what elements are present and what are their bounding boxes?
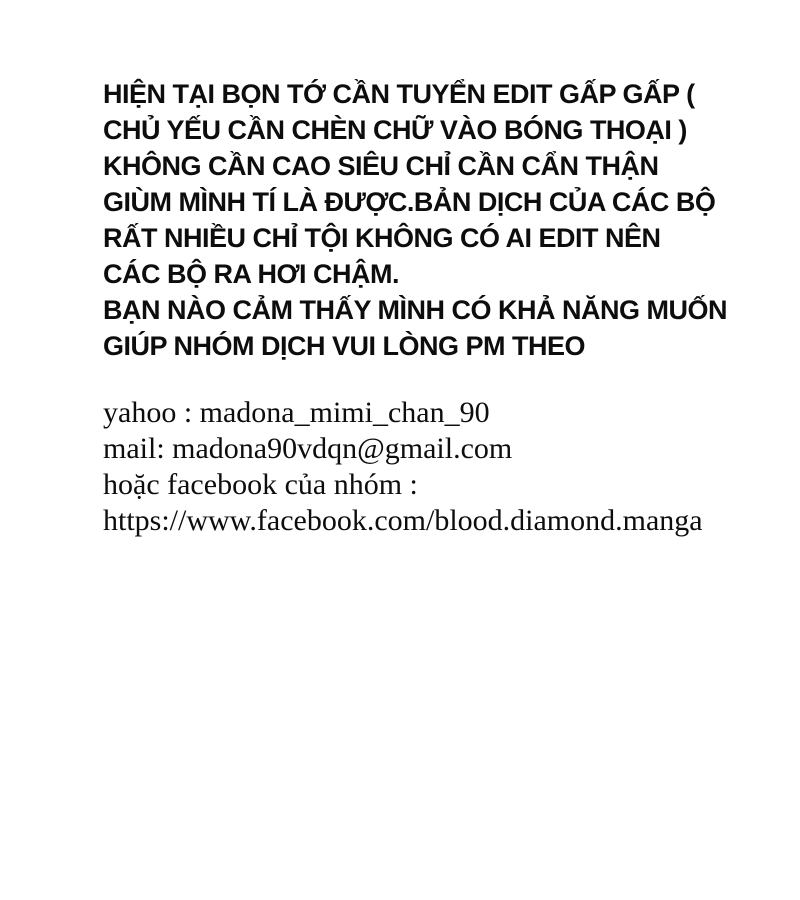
- yahoo-contact: yahoo : madona_mimi_chan_90: [103, 396, 490, 429]
- page-content: [103, 76, 780, 539]
- notice-line: KHÔNG CẦN CAO SIÊU CHỈ CẦN CẨN THẬN: [103, 151, 659, 181]
- notice-line: RẤT NHIỀU CHỈ TỘI KHÔNG CÓ AI EDIT NÊN: [103, 223, 661, 253]
- notice-line: CÁC BỘ RA HƠI CHẬM.: [103, 259, 400, 289]
- notice-line: CHỦ YẾU CẦN CHÈN CHỮ VÀO BÓNG THOẠI ): [103, 115, 687, 145]
- notice-line: GIÙM MÌNH TÍ LÀ ĐƯỢC.BẢN DỊCH CỦA CÁC BỘ: [103, 187, 716, 217]
- facebook-intro: hoặc facebook của nhóm :: [103, 468, 418, 501]
- notice-line: GIÚP NHÓM DỊCH VUI LÒNG PM THEO: [103, 331, 586, 361]
- contact-info: [103, 395, 780, 539]
- facebook-url: https://www.facebook.com/blood.diamond.manga: [103, 504, 703, 537]
- email-contact: mail: madona90vdqn@gmail.com: [103, 432, 513, 465]
- notice-line: HIỆN TẠI BỌN TỚ CẦN TUYỂN EDIT GẤP GẤP (: [103, 79, 695, 109]
- notice-line: BẠN NÀO CẢM THẤY MÌNH CÓ KHẢ NĂNG MUỐN: [103, 295, 727, 325]
- recruitment-notice: [103, 76, 780, 364]
